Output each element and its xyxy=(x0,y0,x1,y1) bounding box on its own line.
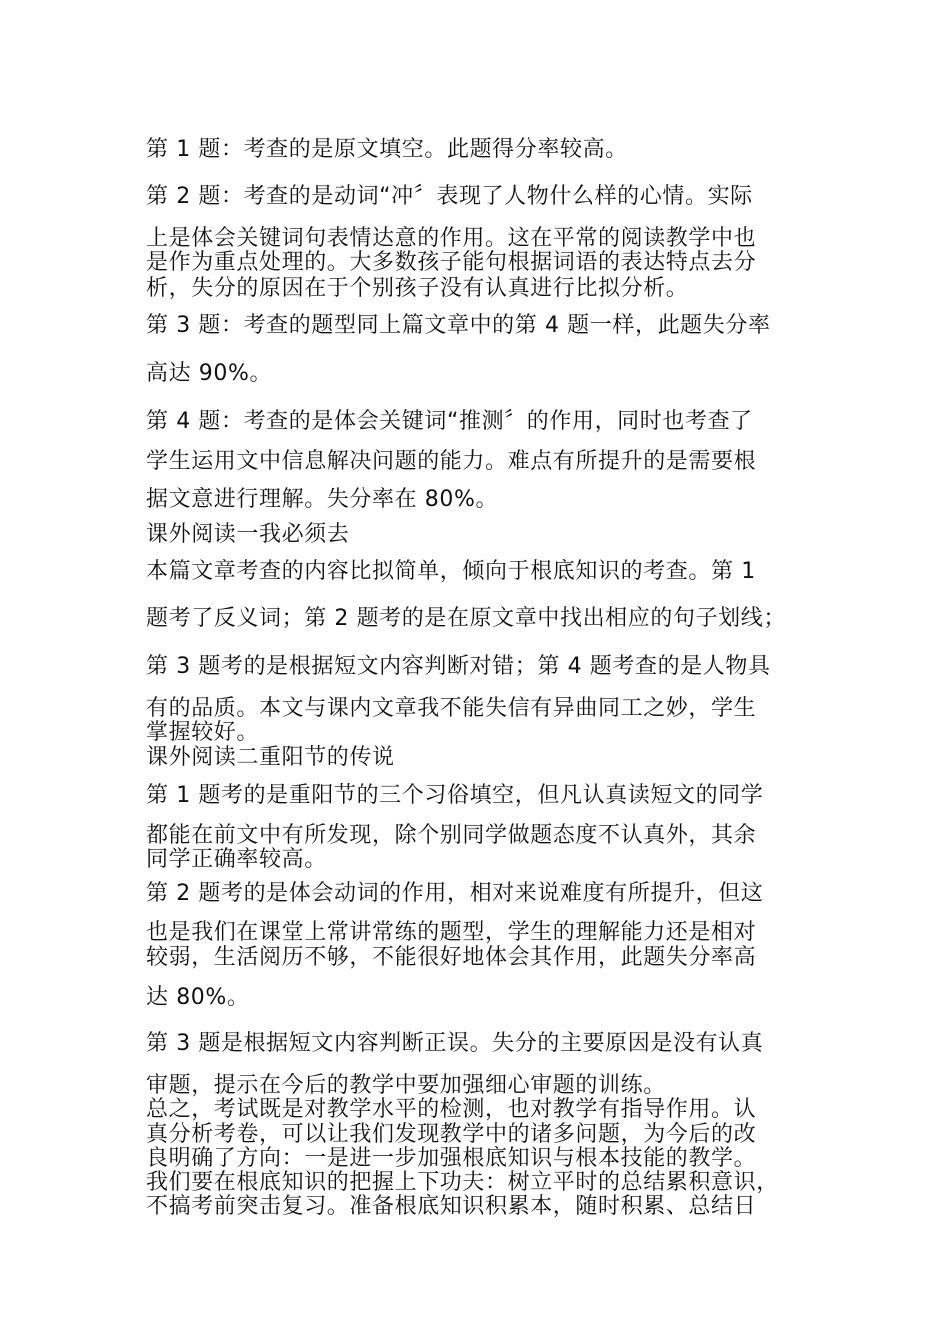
text-line: 据文意进行理解。失分率在 80%。 xyxy=(146,487,499,512)
text-line: 同学正确率较高。 xyxy=(146,847,327,872)
text-line: 掌握较好。 xyxy=(146,720,260,745)
text-line: 也是我们在课堂上常讲常练的题型，学生的理解能力还是相对 xyxy=(146,920,757,945)
text-line: 良明确了方向：一是进一步加强根底知识与根本技能的教学。 xyxy=(146,1146,757,1171)
text-line: 较弱，生活阅历不够，不能很好地体会其作用，此题失分率高 xyxy=(146,945,757,970)
text-line: 第 3 题考的是根据短文内容判断对错；第 4 题考查的是人物具 xyxy=(146,654,771,679)
section-heading: 课外阅读一我必须去 xyxy=(146,522,350,547)
text-line: 析，失分的原因在于个别孩子没有认真进行比拟分析。 xyxy=(146,276,689,301)
text-line: 本篇文章考查的内容比拟简单，倾向于根底知识的考查。第 1 xyxy=(146,559,756,584)
text-line: 是作为重点处理的。大多数孩子能句根据词语的表达特点去分 xyxy=(146,250,757,275)
text-line: 总之，考试既是对教学水平的检测，也对教学有指导作用。认 xyxy=(146,1097,757,1122)
text-line: 第 3 题：考查的题型同上篇文章中的第 4 题一样，此题失分率 xyxy=(146,313,771,338)
text-line: 学生运用文中信息解决问题的能力。难点有所提升的是需要根 xyxy=(146,449,757,474)
text-line: 高达 90%。 xyxy=(146,361,273,386)
text-line: 第 2 题考的是体会动词的作用，相对来说难度有所提升，但这 xyxy=(146,881,764,906)
text-line: 第 1 题考的是重阳节的三个习俗填空，但凡认真读短文的同学 xyxy=(146,783,764,808)
text-line: 达 80%。 xyxy=(146,985,250,1010)
text-line: 都能在前文中有所发现，除个别同学做题态度不认真外，其余 xyxy=(146,823,757,848)
text-line: 有的品质。本文与课内文章我不能失信有异曲同工之妙，学生 xyxy=(146,696,757,721)
text-line: 第 3 题是根据短文内容判断正误。失分的主要原因是没有认真 xyxy=(146,1031,764,1056)
text-line: 题考了反义词；第 2 题考的是在原文章中找出相应的句子划线； xyxy=(146,606,786,631)
text-line: 上是体会关键词句表情达意的作用。这在平常的阅读教学中也 xyxy=(146,226,757,251)
section-heading: 课外阅读二重阳节的传说 xyxy=(146,745,395,770)
text-line: 真分析考卷，可以让我们发现教学中的诸多问题，为今后的改 xyxy=(146,1122,757,1147)
text-line: 审题，提示在今后的教学中要加强细心审题的训练。 xyxy=(146,1073,666,1098)
text-line: 我们要在根底知识的把握上下功夫：树立平时的总结累积意识， xyxy=(146,1170,779,1195)
text-line: 第 2 题：考查的是动词“冲〞表现了人物什么样的心情。实际 xyxy=(146,184,753,209)
text-line: 第 4 题：考查的是体会关键词“推测〞的作用，同时也考查了 xyxy=(146,409,753,434)
text-line: 不搞考前突击复习。准备根底知识积累本，随时积累、总结日 xyxy=(146,1194,757,1219)
text-line: 第 1 题：考查的是原文填空。此题得分率较高。 xyxy=(146,137,628,162)
